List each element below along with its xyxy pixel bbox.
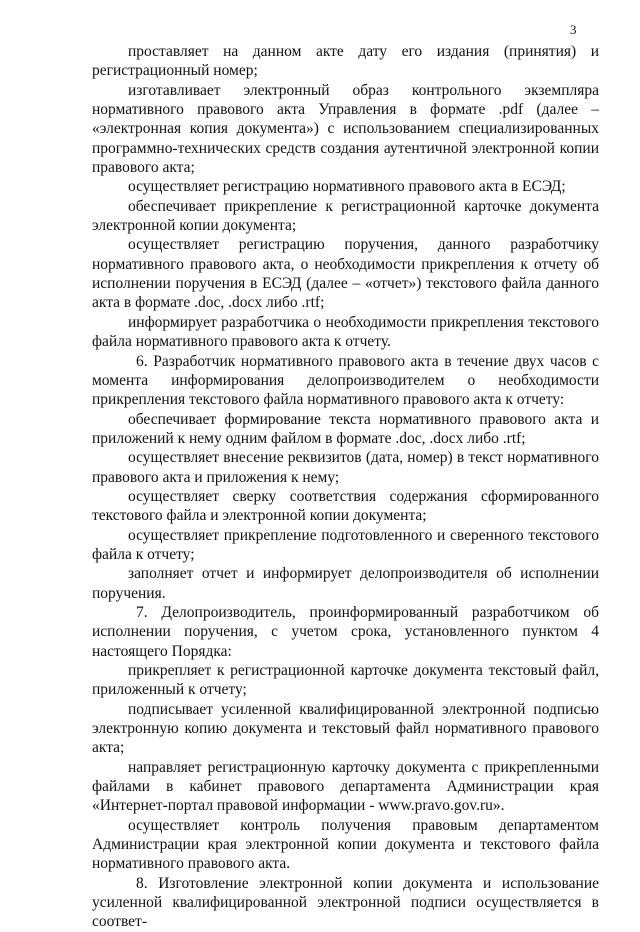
- paragraph: осуществляет внесение реквизитов (дата, номер) в текст нормативного правового акта и приложения к нему;: [92, 449, 599, 486]
- paragraph: информирует разработчика о необходимости прикрепления текстового файла нормативного правового акта к отчету.: [92, 313, 599, 351]
- paragraph: осуществляет регистрацию поручения, данного разработчику нормативного правового акта, о необходимости прикрепления к отчету об исполнении поручения в ЕСЭД (далее – «отчет») текстового файла данного акта в формате .doc, .docx либо .rtf;: [92, 236, 599, 312]
- paragraph: направляет регистрационную карточку документа с прикрепленными файлами в кабинет правового департамента Администрации края «Интернет-портал правовой информации - www.pravo.gov.ru».: [92, 758, 599, 815]
- paragraph: осуществляет контроль получения правовым департаментом Администрации края электронной копии документа и текстового файла нормативного правового акта.: [92, 816, 599, 873]
- section-8-paragraph: 8. Изготовление электронной копии документа и использование усиленной квалифицированной электронной подписи осуществляется в соответ-: [92, 874, 599, 931]
- paragraph: прикрепляет к регистрационной карточке документа текстовый файл, приложенный к отчету;: [92, 662, 599, 699]
- section-7-paragraph: 7. Делопроизводитель, проинформированный разработчиком об исполнении поручения, с учетом срока, установленного пунктом 4 настоящего Порядка:: [92, 603, 599, 660]
- paragraph: заполняет отчет и информирует делопроизводителя об исполнении поручения.: [92, 565, 599, 602]
- paragraph: осуществляет регистрацию нормативного правового акта в ЕСЭД;: [128, 178, 566, 196]
- paragraph: подписывает усиленной квалифицированной электронной подписью электронную копию документа и текстовый файл нормативного правового акта;: [92, 700, 599, 757]
- section-6-paragraph: 6. Разработчик нормативного правового акта в течение двух часов с момента информирования делопроизводителем о необходимости прикрепления текстового файла нормативного правового акта к отчету:: [92, 352, 599, 409]
- paragraph: осуществляет сверку соответствия содержания сформированного текстового файла и электронной копии документа;: [92, 487, 599, 525]
- document-body: [92, 42, 599, 932]
- paragraph: обеспечивает формирование текста нормативного правового акта и приложений к нему одним файлом в формате .doc, .docx либо .rtf;: [92, 410, 599, 447]
- paragraph: обеспечивает прикрепление к регистрационной карточке документа электронной копии документа;: [92, 197, 599, 235]
- paragraph: проставляет на данном акте дату его издания (принятия) и регистрационный номер;: [92, 43, 599, 80]
- paragraph: изготавливает электронный образ контрольного экземпляра нормативного правового акта Управления в формате .pdf (далее – «электронная копия документа») с использованием специализированных программно-технических средств создания аутентичной электронной копии правового акта;: [92, 81, 599, 177]
- page-number: 3: [570, 22, 577, 37]
- paragraph: осуществляет прикрепление подготовленного и сверенного текстового файла к отчету;: [92, 526, 599, 563]
